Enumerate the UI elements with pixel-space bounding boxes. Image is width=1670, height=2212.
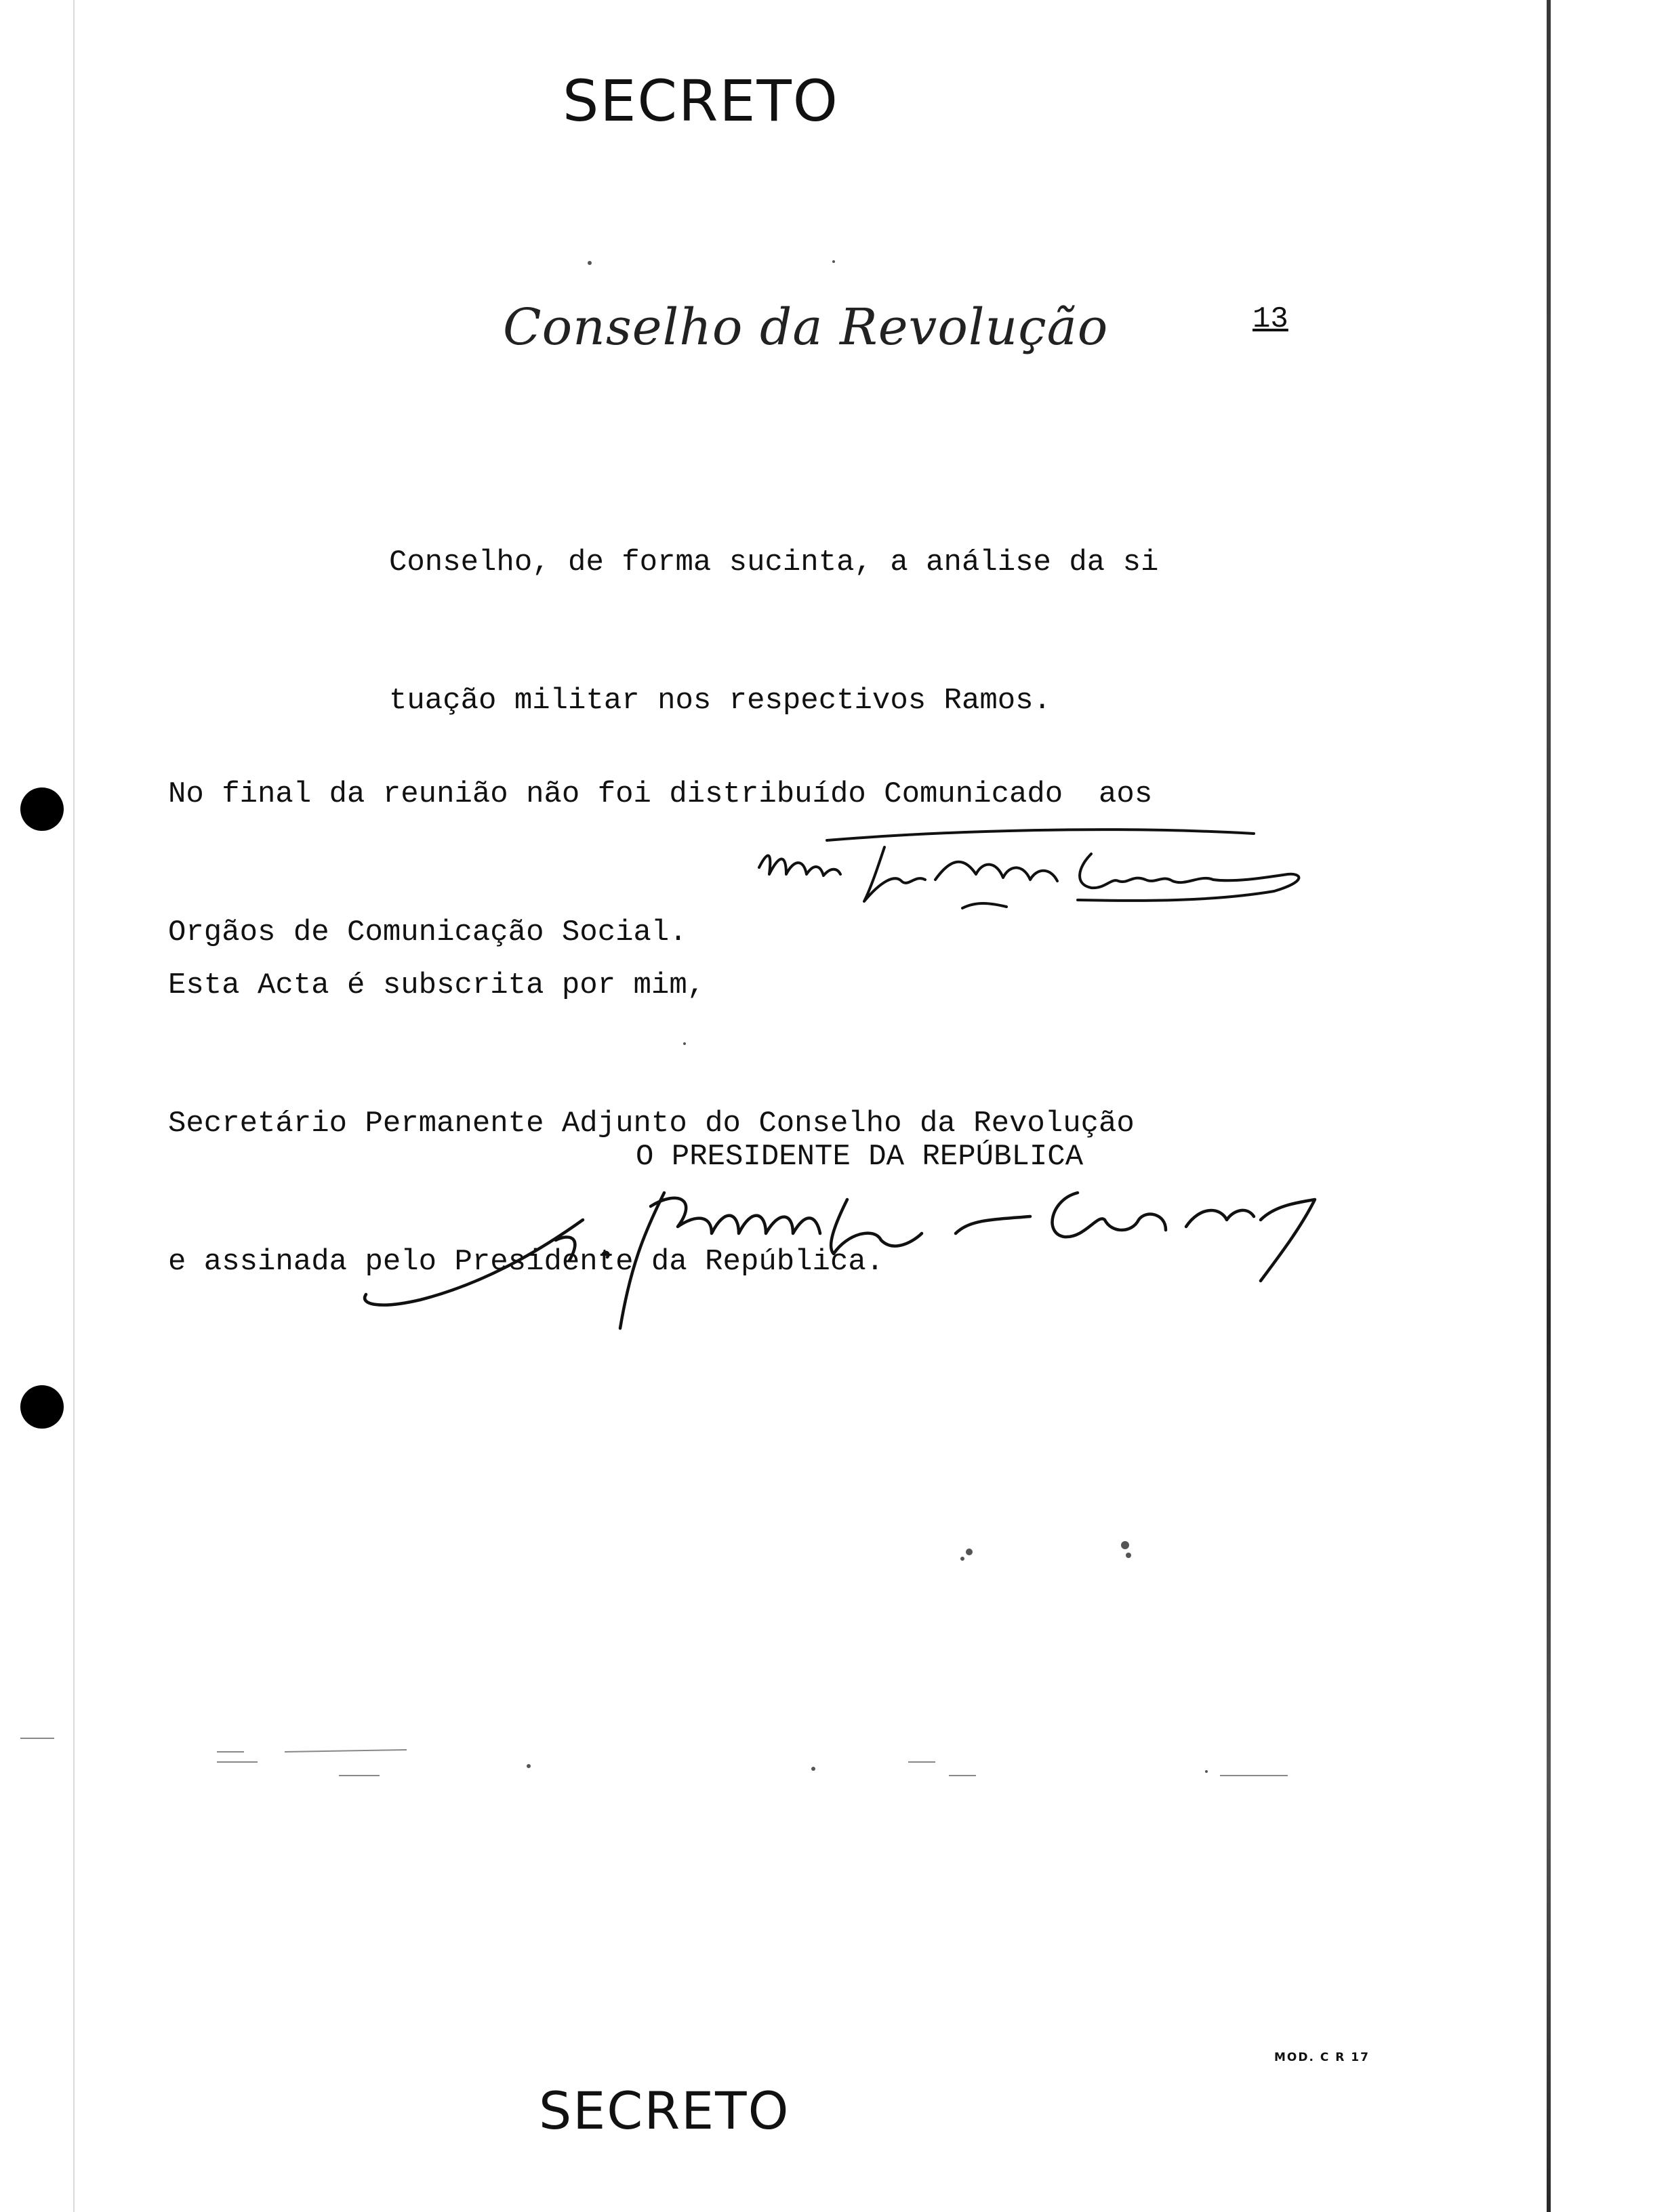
page-number: 13 bbox=[1252, 302, 1288, 336]
text-line: Orgãos de Comunicação Social. bbox=[168, 916, 687, 949]
text-line: e assinada pelo Presidente da República. bbox=[168, 1245, 884, 1279]
letterhead-title: Conselho da Revolução bbox=[503, 298, 1109, 356]
classification-stamp-bottom: SECRETO bbox=[539, 2081, 790, 2141]
text-line: tuação militar nos respectivos Ramos. bbox=[389, 684, 1051, 718]
text-line: Esta Acta é subscrita por mim, bbox=[168, 968, 706, 1002]
classification-stamp-top: SECRETO bbox=[563, 68, 839, 134]
text-line: Conselho, de forma sucinta, a análise da si bbox=[389, 546, 1159, 579]
text-line: Secretário Permanente Adjunto do Conselho da Revolução bbox=[168, 1107, 1135, 1141]
president-title: O PRESIDENTE DA REPÚBLICA bbox=[636, 1140, 1084, 1174]
text-line: No final da reunião não foi distribuído Comunicado aos bbox=[168, 777, 1153, 811]
form-code: MOD. C R 17 bbox=[1274, 2051, 1370, 2064]
